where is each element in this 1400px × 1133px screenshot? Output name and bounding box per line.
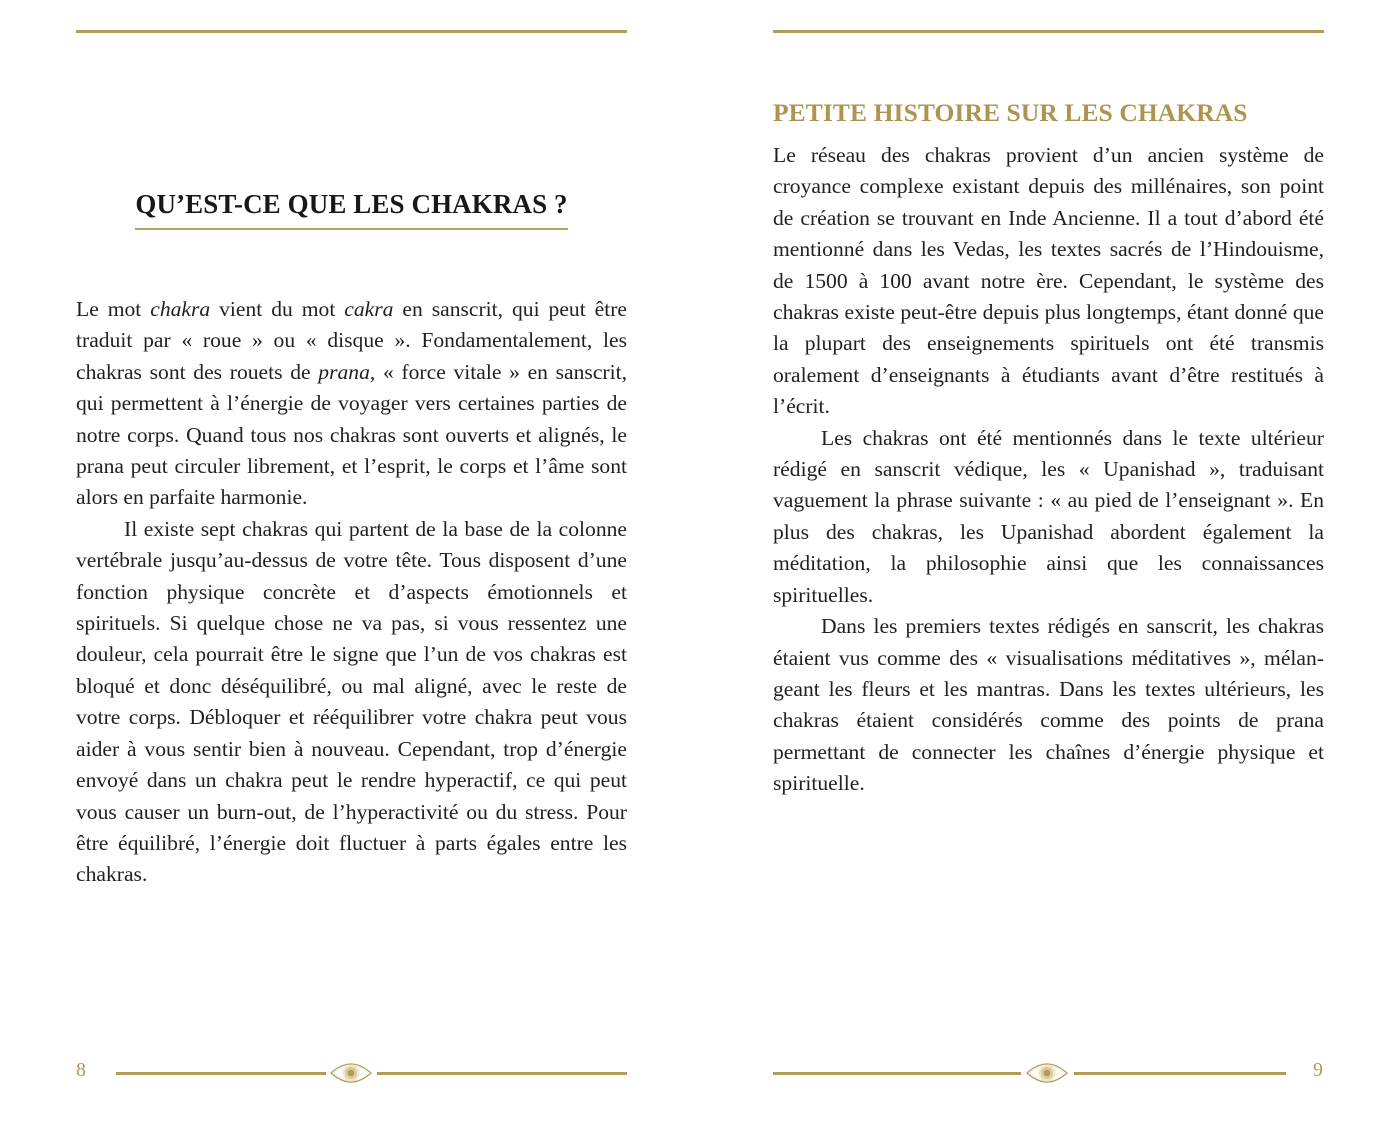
- page-title: QU’EST-CE QUE LES CHAKRAS ?: [135, 189, 567, 230]
- paragraph: [76, 294, 627, 514]
- page-number: 8: [76, 1059, 86, 1081]
- paragraph: Le réseau des chakras provient d’un ancien système de croyance complexe existant depuis des millénaires, son point de création se trouvant en Inde Ancienne. Il a tout d’abord été mentionné dans les Vedas, les textes sacrés de l’Hindouisme, de 1500 à 100 avant notre ère. Cependant, le système des chakras existe peut-être depuis plus longtemps, étant donné que la plupart des enseignements spirituels ont été transmis oralement d’enseignants à étudiants avant d’être restitués à l’écrit.: [773, 143, 1324, 419]
- text-segment: en sanscrit, qui peut être traduit par « roue » ou « disque ». Fondamentalement, les chakras sont des rouets de: [76, 297, 627, 384]
- text-segment: vient du mot: [210, 297, 345, 321]
- left-page: [76, 0, 627, 1133]
- section-title: PETITE HISTOIRE SUR LES CHAKRAS: [773, 98, 1248, 128]
- top-rule: [76, 30, 627, 33]
- eye-icon: [329, 1057, 373, 1089]
- footer-rule-right: [1074, 1072, 1286, 1075]
- right-page: [773, 0, 1324, 1133]
- eye-icon: [1025, 1057, 1069, 1089]
- text-segment: Le mot: [76, 297, 151, 321]
- paragraph: Il existe sept chakras qui partent de la base de la colonne vertébrale jusqu’au-dessus de votre tête. Tous disposent d’une fonction physique concrète et d’aspects émotionnels et spirituels. Si quelque chose ne va pas, si vous ressentez une douleur, cela pourrait être le signe que l’un de vos chakras est bloqué et donc déséquilibré, ou mal aligné, avec le reste de votre corps. Débloquer et rééquilibrer votre chakra peut vous aider à vous sentir bien à nouveau. Cependant, trop d’énergie envoyé dans un chakra peut le rendre hyperactif, ce qui peut vous causer un burn-out, de l’hyperactivité ou du stress. Pour être équilibré, l’énergie doit fluctuer à parts égales entre les chakras.: [76, 516, 627, 887]
- text-segment: , « force vitale » en sanscrit, qui permettent à l’énergie de voyager vers certaines parties de notre corps. Quand tous nos chakras sont ouverts et alignés, le prana peut circuler librement, et l’esprit, le corps et l’âme sont alors en parfaite harmonie.: [76, 359, 627, 510]
- body-text: [76, 294, 627, 891]
- page-title-container: [118, 171, 585, 248]
- footer-rule-right: [377, 1072, 627, 1075]
- footer-rule-left: [116, 1072, 326, 1075]
- footer-rule-left: [773, 1072, 1021, 1075]
- page-footer: [76, 1055, 627, 1093]
- body-text: [773, 140, 1324, 800]
- italic-term: cakra: [344, 297, 394, 321]
- italic-term: prana: [318, 359, 370, 384]
- paragraph: Les chakras ont été mentionnés dans le texte ultérieur rédigé en sanscrit védique, les « Upanishad », traduisant vaguement la phrase suivante : « au pied de l’enseignant ». En plus des chakras, les Upanishad abordent également la méditation, la philosophie ainsi que les connaissances spirituelles.: [773, 425, 1324, 607]
- top-rule: [773, 30, 1324, 33]
- page-footer: [773, 1055, 1324, 1093]
- paragraph: Dans les premiers textes rédigés en sanscrit, les chakras étaient vus comme des « visualisations méditatives », mélangeant les fleurs et les mantras. Dans les textes ultérieurs, les chakras étaient considérés comme des points de prana permettant de connecter les chaînes d’énergie physique et spirituelle.: [773, 614, 1324, 796]
- italic-term: chakra: [150, 297, 211, 321]
- page-number: 9: [1313, 1059, 1323, 1081]
